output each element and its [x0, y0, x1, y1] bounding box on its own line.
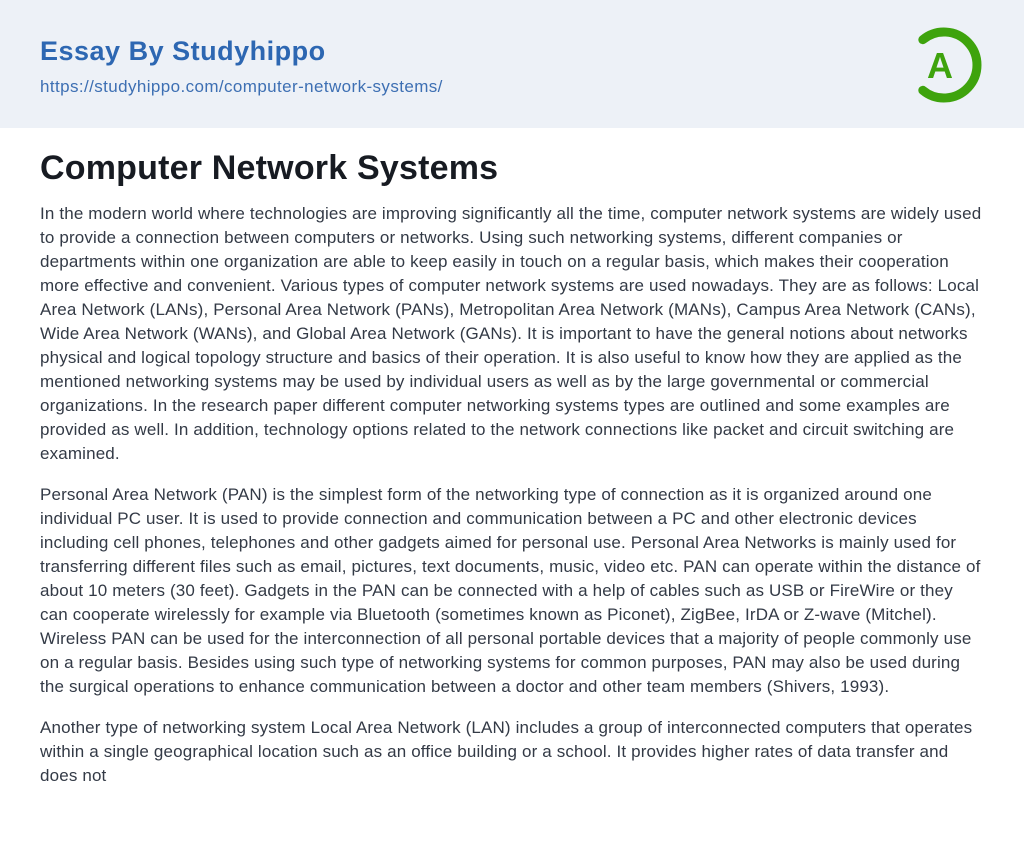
site-title: Essay By Studyhippo [40, 35, 326, 66]
essay-paragraph: In the modern world where technologies are improving significantly all the time, computer network systems are widely used to provide a connection between computers or networks. Using such networking systems, different companies or departments within one organization are able to keep easily in touch on a regular basis, which makes their cooperation more effective and convenient. Various types of computer network systems are used nowadays. They are as follows: Local Area Network (LANs), Personal Area Network (PANs), Metropolitan Area Network (MANs), Campus Area Network (CANs), Wide Area Network (WANs), and Global Area Network (GANs). It is important to have the general notions about networks physical and logical topology structure and basics of their operation. It is also useful to know how they are applied as the mentioned networking systems may be used by individual users as well as by the large governmental or commercial organizations. In the research paper different computer networking systems types are outlined and some examples are provided as well. In addition, technology options related to the network connections like packet and circuit switching are examined. [40, 204, 982, 463]
article-title: Computer Network Systems [40, 149, 499, 187]
essay-content [0, 128, 1024, 865]
essay-paragraph: Another type of networking system Local Area Network (LAN) includes a group of interconnected computers that operates within a single geographical location such as an office building or a school. It provides higher rates of data transfer and does not [40, 718, 973, 785]
page-url-link[interactable]: https://studyhippo.com/computer-network-systems/ [40, 77, 443, 97]
header-titles [40, 31, 443, 97]
essay-paragraph: Personal Area Network (PAN) is the simplest form of the networking type of connection as it is organized around one individual PC user. It is used to provide connection and communication between a PC and other electronic devices including cell phones, telephones and other gadgets aimed for personal use. Personal Area Networks is mainly used for transferring different files such as email, pictures, text documents, music, video etc. PAN can operate within the distance of about 10 meters (30 feet). Gadgets in the PAN can be connected with a help of cables such as USB or FireWire or they can cooperate wirelessly for example via Bluetooth (sometimes known as Piconet), ZigBee, IrDA or Z-wave (Mitchel). Wireless PAN can be used for the interconnection of all personal portable devices that a majority of people commonly use on a regular basis. Besides using such type of networking systems for common purposes, PAN may also be used during the surgical operations to enhance communication between a doctor and other team members (Shivers, 1993). [40, 485, 981, 696]
site-header [0, 0, 1024, 128]
studyhippo-logo [904, 25, 984, 105]
logo-letter: A [927, 45, 953, 86]
